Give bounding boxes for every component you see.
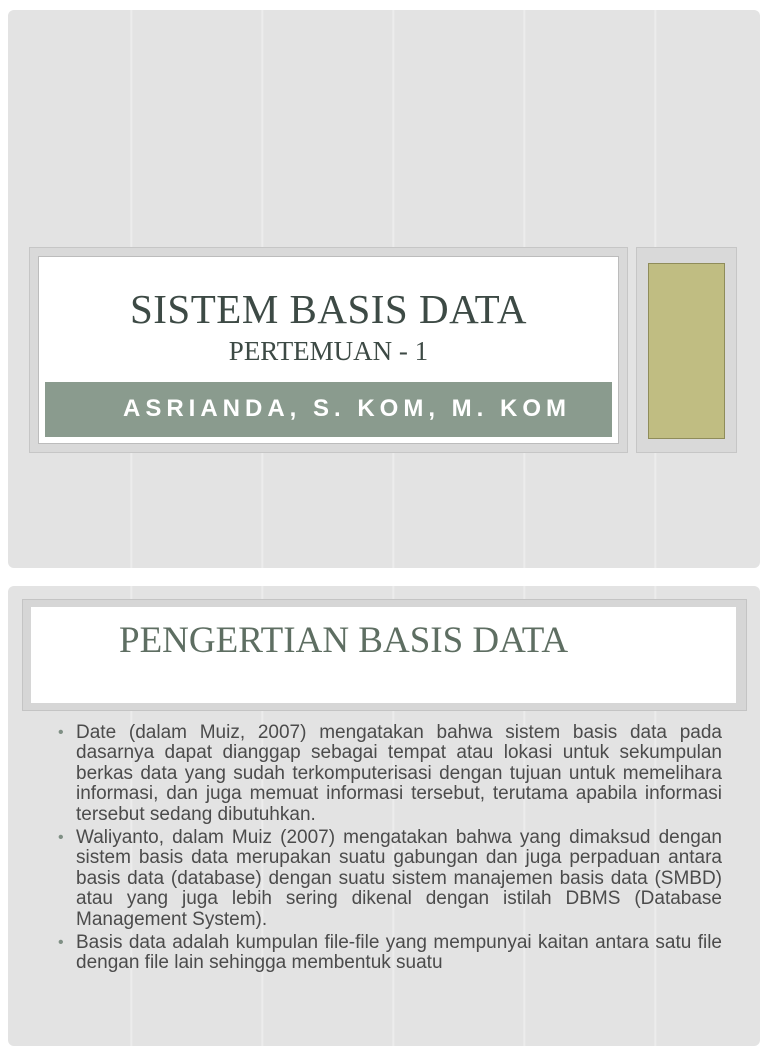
title-frame (29, 247, 628, 453)
bullet-list (56, 723, 722, 977)
accent-block (648, 263, 725, 439)
author-band (45, 382, 612, 437)
content-title: PENGERTIAN BASIS DATA (119, 620, 569, 661)
slide-content (8, 586, 760, 1046)
list-item (56, 723, 722, 825)
content-title-panel (31, 607, 736, 703)
list-item (56, 828, 722, 930)
slide-subtitle: PERTEMUAN - 1 (228, 336, 429, 366)
bullet-text: Date (dalam Muiz, 2007) mengatakan bahwa sistem basis data pada dasarnya dapat dianggap sebagai tempat atau lokasi untuk sekumpulan berkas data yang sudah terkomputerisasi dengan tujuan untuk memelihara informasi, dan juga memuat informasi tersebut, terutama apabila informasi tersebut sedang dibutuhkan. (76, 722, 722, 825)
bullet-icon: • (58, 829, 64, 847)
slide-main-title: SISTEM BASIS DATA (129, 286, 528, 332)
bullet-icon: • (58, 934, 64, 952)
title-panel (38, 256, 619, 444)
list-item (56, 933, 722, 974)
bullet-icon: • (58, 724, 64, 741)
bullet-text: Basis data adalah kumpulan file-file yang mempunyai kaitan antara satu file dengan file lain sehingga membentuk suatu (76, 932, 722, 974)
content-title-frame (22, 599, 747, 711)
slide-title (8, 10, 760, 568)
author-name: ASRIANDA, S. KOM, M. KOM (123, 395, 571, 422)
accent-frame (636, 247, 737, 453)
bullet-text: Waliyanto, dalam Muiz (2007) mengatakan bahwa yang dimaksud dengan sistem basis data merupakan suatu gabungan dan juga perpaduan antara basis data (database) dengan suatu sistem manajemen basis data (SMBD) atau yang juga lebih sering dikenal dengan istilah DBMS (Database Management System). (76, 827, 722, 930)
title-area (45, 263, 612, 382)
